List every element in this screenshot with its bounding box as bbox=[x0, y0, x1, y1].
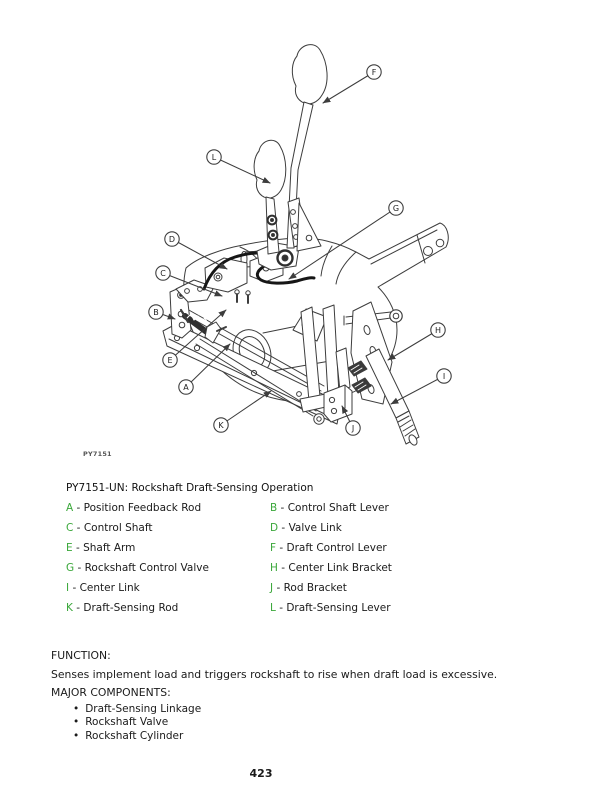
legend-key: J bbox=[270, 582, 274, 594]
bullet-icon: • bbox=[73, 729, 80, 742]
callout-j: J bbox=[351, 424, 355, 433]
legend-key: F bbox=[270, 542, 277, 554]
list-item: • Draft-Sensing Linkage bbox=[73, 703, 202, 715]
legend-key: L bbox=[270, 602, 276, 614]
legend-item-k: K - Draft-Sensing Rod bbox=[66, 602, 179, 614]
legend-key: A bbox=[66, 502, 74, 514]
legend-label: Control Shaft Lever bbox=[287, 502, 389, 514]
legend-item-e: E - Shaft Arm bbox=[66, 542, 136, 554]
legend-label: Center Link bbox=[79, 582, 140, 594]
legend-item-d: D - Valve Link bbox=[270, 522, 342, 534]
legend-key: D bbox=[270, 522, 279, 534]
callout-h: H bbox=[434, 326, 442, 335]
legend-label: Draft Control Lever bbox=[286, 542, 387, 554]
legend-label: Control Shaft bbox=[83, 522, 153, 534]
bullet-icon: • bbox=[73, 716, 80, 729]
legend-label: Valve Link bbox=[288, 522, 342, 534]
legend-item-g: G - Rockshaft Control Valve bbox=[66, 562, 209, 574]
callout-a: A bbox=[183, 383, 189, 392]
legend-key: B bbox=[270, 502, 278, 514]
callout-b: B bbox=[153, 308, 159, 317]
legend-item-l: L - Draft-Sensing Lever bbox=[270, 602, 391, 614]
legend-item-f: F - Draft Control Lever bbox=[270, 542, 387, 554]
list-item: • Rockshaft Cylinder bbox=[73, 729, 184, 742]
draft-sensing-lever bbox=[254, 140, 286, 254]
function-text: Senses implement load and triggers rockshaft to rise when draft load is excessive. bbox=[51, 667, 498, 681]
legend-label: Rod Bracket bbox=[283, 582, 347, 594]
legend-key: C bbox=[66, 522, 74, 534]
description-sections bbox=[51, 647, 581, 703]
legend-key: K bbox=[66, 602, 73, 614]
legend-label: Shaft Arm bbox=[83, 542, 136, 554]
callout-f: F bbox=[371, 68, 377, 77]
legend-item-j: J - Rod Bracket bbox=[270, 582, 347, 594]
page-number: 423 bbox=[249, 767, 273, 780]
callout-k: K bbox=[218, 421, 224, 430]
components-list bbox=[73, 703, 201, 743]
legend-label: Draft-Sensing Rod bbox=[83, 602, 179, 614]
components-heading: MAJOR COMPONENTS: bbox=[51, 686, 171, 700]
figure-watermark: PY7151 bbox=[83, 450, 112, 458]
figure-legend bbox=[66, 502, 536, 622]
legend-item-a: A - Position Feedback Rod bbox=[66, 502, 202, 514]
legend-item-h: H - Center Link Bracket bbox=[270, 562, 392, 574]
legend-label: Draft-Sensing Lever bbox=[286, 602, 391, 614]
legend-item-i: I - Center Link bbox=[66, 582, 140, 594]
legend-key: G bbox=[66, 562, 75, 574]
bullet-icon: • bbox=[73, 703, 80, 715]
legend-key: I bbox=[66, 582, 70, 594]
legend-label: Center Link Bracket bbox=[288, 562, 392, 574]
legend-key: H bbox=[270, 562, 278, 574]
callout-l: L bbox=[211, 153, 217, 162]
callout-e: E bbox=[167, 356, 173, 365]
legend-label: Rockshaft Control Valve bbox=[84, 562, 209, 574]
draft-control-lever bbox=[287, 45, 327, 251]
lever-pivot-boss bbox=[278, 251, 293, 266]
callout-g: G bbox=[392, 204, 400, 213]
legend-label: Position Feedback Rod bbox=[83, 502, 202, 514]
callout-i: I bbox=[442, 372, 446, 381]
callout-d: D bbox=[168, 235, 176, 244]
function-heading: FUNCTION: bbox=[51, 649, 111, 662]
figure-caption: PY7151-UN: Rockshaft Draft-Sensing Operation bbox=[66, 482, 314, 494]
legend-key: E bbox=[66, 542, 73, 554]
list-item: • Rockshaft Valve bbox=[73, 716, 169, 729]
legend-item-b: B - Control Shaft Lever bbox=[270, 502, 389, 514]
legend-item-c: C - Control Shaft bbox=[66, 522, 153, 534]
callout-c: C bbox=[160, 269, 166, 278]
